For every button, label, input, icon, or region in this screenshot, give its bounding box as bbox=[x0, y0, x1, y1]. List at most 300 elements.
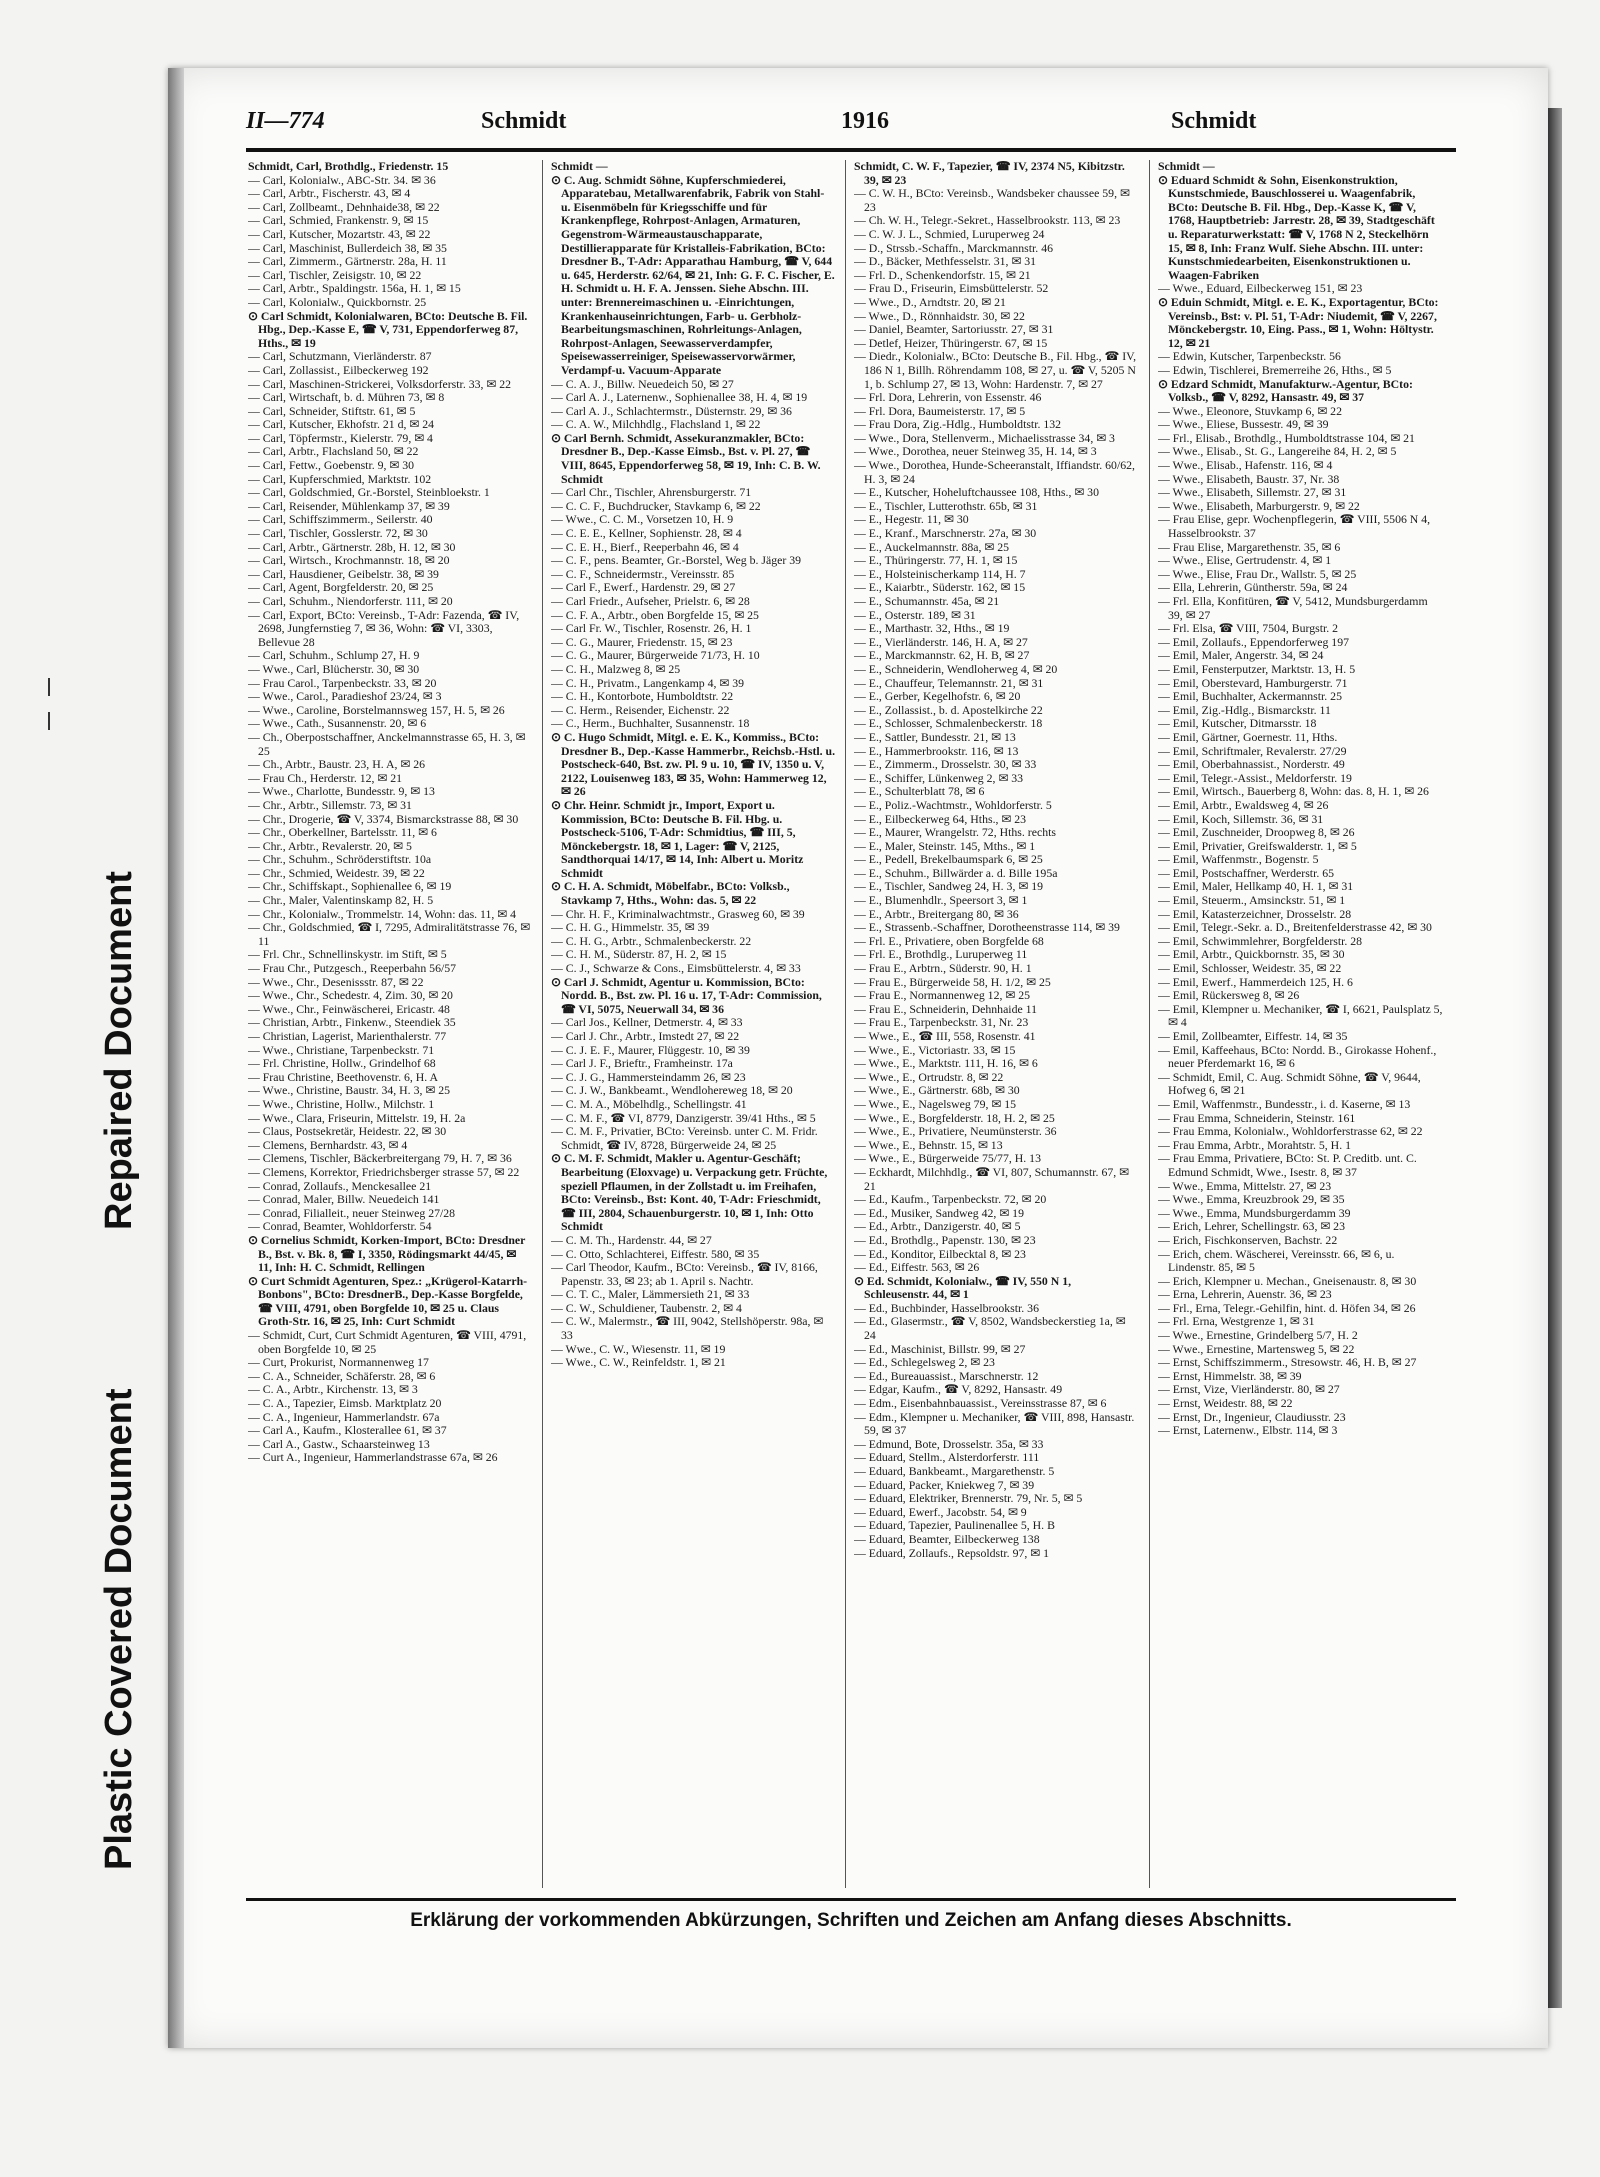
directory-entry: — Wwe., E., Marktstr. 111, H. 16, ✉ 6 bbox=[854, 1056, 1038, 1071]
directory-entry: — Ch. W. H., Telegr.-Sekret., Hasselbrookstr. 113, ✉ 23 bbox=[854, 213, 1121, 228]
directory-entry: — Wwe., Elisab., St. G., Langereihe 84, H. 2, ✉ 5 bbox=[1158, 444, 1397, 459]
directory-entry: — Clemens, Korrektor, Friedrichsberger strasse 57, ✉ 22 bbox=[248, 1164, 520, 1179]
directory-entry: — Ed., Glasermstr., ☎ V, 8502, Wandsbeckerstieg 1a, ✉ 24 bbox=[854, 1314, 1126, 1343]
directory-entry: — E., Maurer, Wrangelstr. 72, Hths. rechts bbox=[854, 825, 1056, 840]
directory-entry: — E., Zollassist., b. d. Apostelkirche 22 bbox=[854, 702, 1043, 717]
directory-entry: — Wwe., Dorothea, Hunde-Scheeranstalt, Iffiandstr. 60/62, H. 3, ✉ 24 bbox=[854, 458, 1135, 486]
directory-entry: ⊙ Carl J. Schmidt, Agentur u. Kommission, BCto: Nordd. B., Bst. zw. Pl. 16 u. 17, T-Adr: Commission, ☎ VI, 5075, Neuerwall 34, ✉ 36 bbox=[551, 974, 822, 1016]
directory-entry: — Ed., Maschinist, Billstr. 99, ✉ 27 bbox=[854, 1341, 1026, 1356]
directory-entry: — Clemens, Bernhardstr. 43, ✉ 4 bbox=[248, 1137, 408, 1152]
directory-entry: — Ernst, Weidestr. 88, ✉ 22 bbox=[1158, 1396, 1293, 1411]
directory-entry: — Chr., Kolonialw., Trommelstr. 14, Wohn: das. 11, ✉ 4 bbox=[248, 906, 517, 921]
directory-entry: — C. F., Schneidermstr., Vereinsstr. 85 bbox=[551, 566, 735, 581]
directory-column-4 bbox=[1158, 160, 1443, 1888]
directory-entry: ⊙ Eduin Schmidt, Mitgl. e. E. K., Exportagentur, BCto: Vereinsb., Bst: v. Pl. 51, T-Adr: Niudemit, ☎ V, 2267, Mönckebergstr. 10, Eing. Pass., ✉ 1, Wohn: Höltystr. 12, ✉ 21 bbox=[1158, 294, 1439, 350]
directory-entry: — Wwe., Elisab., Hafenstr. 116, ✉ 4 bbox=[1158, 458, 1333, 473]
directory-entry: — Chr., Maler, Valentinskamp 82, H. 5 bbox=[248, 893, 434, 908]
directory-entry: — Wwe., Christine, Hollw., Milchstr. 1 bbox=[248, 1096, 435, 1111]
column-head: Schmidt, C. W. F., Tapezier, ☎ IV, 2374 N5, Kibitzstr. 39, ✉ 23 bbox=[854, 160, 1125, 187]
directory-entry: — C. W. J. L., Schmied, Luruperweg 24 bbox=[854, 226, 1045, 241]
directory-entry: — Wwe., Charlotte, Bundesstr. 9, ✉ 13 bbox=[248, 784, 435, 799]
directory-entry: — Wwe., Christiane, Tarpenbeckstr. 71 bbox=[248, 1042, 435, 1057]
directory-entry: — Ch., Arbtr., Baustr. 23, H. A, ✉ 26 bbox=[248, 757, 426, 772]
directory-entry: — Frl. E., Brothdlg., Luruperweg 11 bbox=[854, 947, 1028, 962]
directory-entry: — C. A., Tapezier, Eimsb. Marktplatz 20 bbox=[248, 1396, 442, 1411]
directory-entry: — Carl, Kolonialw., Quickbornstr. 25 bbox=[248, 294, 427, 309]
directory-entry: — Frl. Chr., Schnellinskystr. im Stift, ✉ 5 bbox=[248, 947, 447, 962]
directory-entry: — Carl A., Kaufm., Klosterallee 61, ✉ 37 bbox=[248, 1423, 447, 1438]
directory-entry: — Wwe., Carol., Paradieshof 23/24, ✉ 3 bbox=[248, 689, 442, 704]
directory-entry: — Ernst, Dr., Ingenieur, Claudiusstr. 23 bbox=[1158, 1409, 1346, 1424]
directory-entry: — Carl, Töpfermstr., Kielerstr. 79, ✉ 4 bbox=[248, 430, 433, 445]
directory-entry: — Carl J. F., Brieftr., Framheinstr. 17a bbox=[551, 1056, 733, 1071]
directory-entry: — Frau Carol., Tarpenbeckstr. 33, ✉ 20 bbox=[248, 675, 437, 690]
directory-entry: — C. E. E., Kellner, Sophienstr. 28, ✉ 4 bbox=[551, 526, 742, 541]
directory-entry: — E., Kutscher, Hoheluftchaussee 108, Hths., ✉ 30 bbox=[854, 485, 1099, 500]
directory-entry: — Frl. D., Schenkendorfstr. 15, ✉ 21 bbox=[854, 267, 1031, 282]
directory-entry: — Frau Elise, Margarethenstr. 35, ✉ 6 bbox=[1158, 539, 1341, 554]
directory-entry: — Chr., Goldschmied, ☎ I, 7295, Admiralitätstrasse 76, ✉ 11 bbox=[248, 920, 531, 948]
directory-entry: — C. H., Privatm., Langenkamp 4, ✉ 39 bbox=[551, 675, 745, 690]
directory-entry: — Frau Dora, Zig.-Hdlg., Humboldtstr. 132 bbox=[854, 417, 1062, 432]
directory-entry: — Frau E., Normannenweg 12, ✉ 25 bbox=[854, 988, 1030, 1003]
directory-entry: — Carl, Wirtsch., Krochmannstr. 18, ✉ 20 bbox=[248, 553, 450, 568]
directory-entry: — Ed., Konditor, Eilbecktal 8, ✉ 23 bbox=[854, 1246, 1026, 1261]
directory-entry: — Wwe., Dorothea, neuer Steinweg 35, H. 14, ✉ 3 bbox=[854, 444, 1097, 459]
directory-entry: — Wwe., Elisabeth, Sillemstr. 27, ✉ 31 bbox=[1158, 485, 1347, 500]
directory-entry: — Wwe., Emma, Kreuzbrook 29, ✉ 35 bbox=[1158, 1192, 1345, 1207]
directory-entry: ⊙ C. Hugo Schmidt, Mitgl. e. E. K., Kommiss., BCto: Dresdner B., Dep.-Kasse Hammerbr., Reichsb.-Hstl. u. Postscheck-640, Bst. zw. Pl. 9 u. 10, ☎ IV, 1350 u. V, 2122, Louisenweg 183, ✉ 35, Wohn: Hammerweg 12, ✉ 26 bbox=[551, 729, 836, 799]
directory-entry: — Frl. Elsa, ☎ VIII, 7504, Burgstr. 2 bbox=[1158, 621, 1339, 636]
directory-entry: — Wwe., Eleonore, Stuvkamp 6, ✉ 22 bbox=[1158, 403, 1342, 418]
directory-entry: — Frl. E., Privatiere, oben Borgfelde 68 bbox=[854, 933, 1044, 948]
column-divider bbox=[542, 160, 543, 1888]
directory-entry: — Schmidt, Emil, C. Aug. Schmidt Söhne, ☎ V, 9644, Hofweg 6, ✉ 21 bbox=[1158, 1069, 1421, 1098]
directory-entry: — Frau E., Arbtrn., Süderstr. 90, H. 1 bbox=[854, 961, 1032, 976]
directory-entry: — Frau Elise, gepr. Wochenpflegerin, ☎ VIII, 5506 N 4, Hasselbrookstr. 37 bbox=[1158, 512, 1431, 541]
directory-entry: ⊙ C. Aug. Schmidt Söhne, Kupferschmiederei, Apparatebau, Metallwarenfabrik, Fabrik von Stahl- u. Eisenmöbeln für Kriegsschiffe und für Krankenpflege, Rohrpost-Anlagen, Armaturen, Gegenstrom-Wärmeaustauschapparate, Destillierapparate für Kristalleis-Fabrikation, BCto: Dresdner B., T-Adr: Apparathau Hamburg, ☎ V, 644 u. 645, Herderstr. 62/64, ✉ 21, Inh: G. F. C. Fischer, E. H. Schmidt u. H. F. A. Jenssen. Siehe Abschn. III. unter: Brennereimaschinen u. -Einrichtungen, Krankenhauseinrichtungen, Farb- u. Gerbholz-Bearbeitungsmaschinen, Rohrleitungs-Anlagen, Rohrpost-Anlagen, Seewasserverdampfer, Speisewasserreiniger, Speisewasservorwärmer, Verdampf-u. Vacuum-Apparate bbox=[551, 172, 835, 377]
year-heading: 1916 bbox=[841, 108, 889, 134]
directory-entry: — Claus, Postsekretär, Heidestr. 22, ✉ 30 bbox=[248, 1124, 447, 1139]
directory-entry: — Wwe., E., Ortrudstr. 8, ✉ 22 bbox=[854, 1069, 1004, 1084]
page-header bbox=[246, 106, 1456, 142]
directory-entry: — Frau Emma, Privatiere, BCto: St. P. Creditb. unt. C. Edmund Schmidt, Wwe., Isestr. 8, ✉ 37 bbox=[1158, 1151, 1417, 1179]
directory-entry: — C. Herm., Reisender, Eichenstr. 22 bbox=[551, 702, 730, 717]
directory-entry: — Ed., Eiffestr. 563, ✉ 26 bbox=[854, 1260, 980, 1275]
directory-entry: — Christian, Arbtr., Finkenw., Steendiek 35 bbox=[248, 1015, 456, 1030]
directory-entry: — Carl, Agent, Borgfelderstr. 20, ✉ 25 bbox=[248, 580, 434, 595]
directory-entry: — Carl, Fettw., Goebenstr. 9, ✉ 30 bbox=[248, 458, 415, 473]
directory-entry: — Wwe., E., Gärtnerstr. 68b, ✉ 30 bbox=[854, 1083, 1020, 1098]
directory-entry: — Erich, Lehrer, Schellingstr. 63, ✉ 23 bbox=[1158, 1219, 1345, 1234]
directory-entry: — C. M. F., Privatier, BCto: Vereinsb. unter C. M. Fridr. Schmidt, ☎ IV, 8728, Bürgerweide 24, ✉ 25 bbox=[551, 1124, 818, 1152]
directory-entry: — Emil, Oberbahnassist., Norderstr. 49 bbox=[1158, 757, 1345, 772]
directory-entry: — Frau Chr., Putzgesch., Reeperbahn 56/57 bbox=[248, 961, 457, 976]
directory-entry: — Wwe., C. W., Reinfeldstr. 1, ✉ 21 bbox=[551, 1355, 726, 1370]
directory-entry: — Wwe., Elise, Frau Dr., Wallstr. 5, ✉ 25 bbox=[1158, 566, 1357, 581]
directory-entry: ⊙ Edzard Schmidt, Manufakturw.-Agentur, BCto: Volksb., ☎ V, 8292, Hansastr. 49, ✉ 37 bbox=[1158, 376, 1413, 405]
directory-entry: — E., Schulterblatt 78, ✉ 6 bbox=[854, 784, 985, 799]
directory-entry: ⊙ C. H. A. Schmidt, Möbelfabr., BCto: Volksb., Stavkamp 7, Hths., Wohn: das. 5, ✉ 22 bbox=[551, 879, 790, 908]
repaired-document-label: Repaired Document bbox=[98, 871, 140, 1230]
directory-entry: — C., Herm., Buchhalter, Susannenstr. 18 bbox=[551, 716, 750, 731]
directory-entry: — C. H., Kontorbote, Humboldtstr. 22 bbox=[551, 689, 734, 704]
directory-entry: — C. J. G., Hammersteindamm 26, ✉ 23 bbox=[551, 1069, 746, 1084]
directory-entry: — Carl, Schneider, Stiftstr. 61, ✉ 5 bbox=[248, 403, 416, 418]
directory-entry: — Carl, Goldschmied, Gr.-Borstel, Steinbloekstr. 1 bbox=[248, 485, 490, 500]
directory-entry: — D., Bäcker, Methfesselstr. 31, ✉ 31 bbox=[854, 254, 1037, 269]
directory-entry: — Eduard, Tapezier, Paulinenallee 5, H. B bbox=[854, 1518, 1055, 1533]
directory-entry: — Carl, Tischler, Zeisigstr. 10, ✉ 22 bbox=[248, 267, 422, 282]
directory-entry: — Conrad, Maler, Billw. Neuedeich 141 bbox=[248, 1192, 440, 1207]
column-head: Schmidt — bbox=[1158, 160, 1215, 173]
directory-entry: — E., Arbtr., Breitergang 80, ✉ 36 bbox=[854, 906, 1019, 921]
directory-entry: — Chr., Schmied, Weidestr. 39, ✉ 22 bbox=[248, 865, 425, 880]
directory-entry: ⊙ C. M. F. Schmidt, Makler u. Agentur-Geschäft; Bearbeitung (Eloxvage) u. Verpackung getr. Früchte, speziell Pflaumen, in der Zollstadt u. im Freihafen, BCto: Vereinsb., Bst: Kont. 40, T-Adr: Frieschmidt, ☎ III, 2804, Schauenburgerstr. 10, ✉ 1, Inh: Otto Schmidt bbox=[551, 1151, 828, 1234]
plastic-covered-label: Plastic Covered Document bbox=[98, 1388, 140, 1870]
directory-entry: — Frau Emma, Arbtr., Morahtstr. 5, H. 1 bbox=[1158, 1137, 1351, 1152]
directory-entry: — Frau Ch., Herderstr. 12, ✉ 21 bbox=[248, 770, 403, 785]
running-head-right: Schmidt bbox=[1171, 108, 1257, 134]
directory-entry: — Frau E., Tarpenbeckstr. 31, Nr. 23 bbox=[854, 1015, 1029, 1030]
directory-entry: ⊙ Carl Bernh. Schmidt, Assekuranzmakler, BCto: Dresdner B., Dep.-Kasse Eimsb., Bst. v. Pl. 27, ☎ VIII, 8645, Eppendorferweg 58, ✉ 19, Inh: C. B. W. Schmidt bbox=[551, 430, 821, 486]
directory-entry: — Frl., Erna, Telegr.-Gehilfin, hint. d. Höfen 34, ✉ 26 bbox=[1158, 1300, 1416, 1315]
column-head: Schmidt, Carl, Brothdlg., Friedenstr. 15 bbox=[248, 160, 449, 173]
directory-entry: — Chr. H. F., Kriminalwachtmstr., Grasweg 60, ✉ 39 bbox=[551, 906, 805, 921]
running-head-left: Schmidt bbox=[481, 108, 567, 134]
directory-entry: — Wwe., E., Privatiere, Neumünsterstr. 36 bbox=[854, 1124, 1057, 1139]
directory-entry: — Emil, Gärtner, Goernestr. 11, Hths. bbox=[1158, 729, 1338, 744]
directory-entry: — Wwe., Chr., Schedestr. 4, Zim. 30, ✉ 20 bbox=[248, 988, 453, 1003]
directory-column-1 bbox=[248, 160, 533, 1888]
directory-entry: — E., Strassenb.-Schaffner, Dorotheenstrasse 114, ✉ 39 bbox=[854, 920, 1120, 935]
directory-entry: — Emil, Katasterzeichner, Drosselstr. 28 bbox=[1158, 906, 1352, 921]
directory-entry: — Carl, Export, BCto: Vereinsb., T-Adr: Fazenda, ☎ IV, 2698, Jungfernstieg 7, ✉ 36, Wohn: ☎ VI, 3303, Bellevue 28 bbox=[248, 607, 520, 649]
directory-entry: — C. Otto, Schlachterei, Eiffestr. 580, ✉ 35 bbox=[551, 1246, 760, 1261]
column-divider bbox=[845, 160, 846, 1888]
directory-entry: — Emil, Arbtr., Quickbornstr. 35, ✉ 30 bbox=[1158, 947, 1345, 962]
directory-entry: — Ed., Arbtr., Danzigerstr. 40, ✉ 5 bbox=[854, 1219, 1021, 1234]
header-rule bbox=[246, 148, 1456, 152]
directory-entry: — Emil, Zuschneider, Droopweg 8, ✉ 26 bbox=[1158, 825, 1355, 840]
directory-entry: — E., Vierländerstr. 146, H. A, ✉ 27 bbox=[854, 634, 1028, 649]
directory-entry: — Eduard, Stellm., Alsterdorferstr. 111 bbox=[854, 1450, 1040, 1465]
directory-entry: — D., Strssb.-Schaffn., Marckmannstr. 46 bbox=[854, 240, 1053, 255]
directory-entry: — Wwe., Elisabeth, Marburgerstr. 9, ✉ 22 bbox=[1158, 498, 1360, 513]
directory-entry: — E., Gerber, Kegelhofstr. 6, ✉ 20 bbox=[854, 689, 1021, 704]
directory-entry: — C. A., Arbtr., Kirchenstr. 13, ✉ 3 bbox=[248, 1382, 418, 1397]
directory-entry: — Eduard, Ewerf., Jacobstr. 54, ✉ 9 bbox=[854, 1504, 1027, 1519]
directory-entry: — C. M. F., ☎ VI, 8779, Danzigerstr. 39/41 Hths., ✉ 5 bbox=[551, 1110, 816, 1125]
directory-entry: — E., Holsteinischerkamp 114, H. 7 bbox=[854, 566, 1026, 581]
directory-entry: — Diedr., Kolonialw., BCto: Deutsche B., Fil. Hbg., ☎ IV, 186 N 1, Billh. Röhrendamm 108, ✉ 27, u. ☎ V, 5205 N 1, b. Schlump 27, ✉ 13, Wohn: Hardenstr. 7, ✉ 27 bbox=[854, 349, 1137, 391]
directory-entry: — E., Schneiderin, Wendloherweg 4, ✉ 20 bbox=[854, 661, 1058, 676]
directory-entry: — C. J. W., Bankbeamt., Wendlohereweg 18, ✉ 20 bbox=[551, 1083, 793, 1098]
directory-entry: — E., Osterstr. 189, ✉ 31 bbox=[854, 607, 976, 622]
directory-entry: — Carl F., Ewerf., Hardenstr. 29, ✉ 27 bbox=[551, 580, 736, 595]
directory-entry: — Wwe., Cath., Susannenstr. 20, ✉ 6 bbox=[248, 716, 427, 731]
directory-entry: — Carl, Kolonialw., ABC-Str. 34. ✉ 36 bbox=[248, 172, 436, 187]
directory-entry: — Emil, Steuerm., Amsinckstr. 51, ✉ 1 bbox=[1158, 893, 1346, 908]
directory-entry: — Emil, Schwimmlehrer, Borgfelderstr. 28 bbox=[1158, 933, 1363, 948]
directory-entry: — E., Schuhm., Billwärder a. d. Bille 195a bbox=[854, 865, 1058, 880]
directory-entry: — E., Schiffer, Lünkenweg 2, ✉ 33 bbox=[854, 770, 1024, 785]
directory-entry: — Ed., Kaufm., Tarpenbeckstr. 72, ✉ 20 bbox=[854, 1192, 1047, 1207]
directory-entry: — Wwe., Emma, Mittelstr. 27, ✉ 23 bbox=[1158, 1178, 1332, 1193]
directory-entry: — C. J., Schwarze & Cons., Eimsbüttelerstr. 4, ✉ 33 bbox=[551, 961, 801, 976]
directory-entry: — Ch., Oberpostschaffner, Anckelmannstrasse 65, H. 3, ✉ 25 bbox=[248, 729, 526, 758]
directory-entry: — Wwe., Clara, Friseurin, Mittelstr. 19, H. 2a bbox=[248, 1110, 466, 1125]
directory-entry: — C. A. J., Billw. Neuedeich 50, ✉ 27 bbox=[551, 376, 734, 391]
directory-entry: — Wwe., E., Nagelsweg 79, ✉ 15 bbox=[854, 1096, 1017, 1111]
directory-entry: — Wwe., Chr., Feinwäscherei, Ericastr. 48 bbox=[248, 1001, 450, 1016]
directory-entry: ⊙ Carl Schmidt, Kolonialwaren, BCto: Deutsche B. Fil. Hbg., Dep.-Kasse E, ☎ V, 731, Eppendorferweg 87, Hths., ✉ 19 bbox=[248, 308, 528, 350]
directory-entry: — C. T. C., Maler, Lämmersieth 21, ✉ 33 bbox=[551, 1287, 750, 1302]
directory-entry: — Frau Emma, Kolonialw., Wohldorferstrasse 62, ✉ 22 bbox=[1158, 1124, 1423, 1139]
directory-entry: — C. M. A., Möbelhdlg., Schellingstr. 41 bbox=[551, 1096, 747, 1111]
directory-entry: — Carl, Schiffszimmerm., Seilerstr. 40 bbox=[248, 512, 433, 527]
directory-entry: — Emil, Kutscher, Ditmarsstr. 18 bbox=[1158, 716, 1317, 731]
directory-entry: — Curt, Prokurist, Normannenweg 17 bbox=[248, 1355, 429, 1370]
directory-entry: — Erich, Fischkonserven, Bachstr. 22 bbox=[1158, 1232, 1338, 1247]
directory-entry: — Eduard, Packer, Kniekweg 7, ✉ 39 bbox=[854, 1477, 1035, 1492]
directory-entry: — C. W., Malermstr., ☎ III, 9042, Stellshöperstr. 98a, ✉ 33 bbox=[551, 1314, 824, 1343]
directory-entry: — C. H., Malzweg 8, ✉ 25 bbox=[551, 661, 681, 676]
directory-entry: — C. G., Maurer, Friedenstr. 15, ✉ 23 bbox=[551, 634, 733, 649]
directory-entry: — Conrad, Zollaufs., Menckesallee 21 bbox=[248, 1178, 432, 1193]
directory-entry: — Edmund, Bote, Drosselstr. 35a, ✉ 33 bbox=[854, 1436, 1044, 1451]
directory-entry: — Carl, Arbtr., Flachsland 50, ✉ 22 bbox=[248, 444, 419, 459]
directory-entry: ⊙ Cornelius Schmidt, Korken-Import, BCto: Dresdner B., Bst. v. Bk. 8, ☎ I, 3350, Rödingsmarkt 44/45, ✉ 11, Inh: H. C. Schmidt, Rellingen bbox=[248, 1232, 526, 1275]
directory-entry: — Ed., Musiker, Sandweg 42, ✉ 19 bbox=[854, 1205, 1024, 1220]
directory-entry: — Carl, Schuhm., Niendorferstr. 111, ✉ 20 bbox=[248, 594, 453, 608]
directory-entry: — Carl, Kutscher, Ekhofstr. 21 d, ✉ 24 bbox=[248, 417, 435, 432]
directory-entry: — Emil, Koch, Sillemstr. 36, ✉ 31 bbox=[1158, 811, 1324, 826]
directory-entry: — Emil, Arbtr., Ewaldsweg 4, ✉ 26 bbox=[1158, 797, 1329, 812]
directory-column-3 bbox=[854, 160, 1139, 1888]
directory-entry: — Frau Christine, Beethovenstr. 6, H. A bbox=[248, 1069, 439, 1084]
directory-entry: — Wwe., C. W., Wiesenstr. 11, ✉ 19 bbox=[551, 1341, 726, 1356]
directory-entry: ⊙ Chr. Heinr. Schmidt jr., Import, Export u. Kommission, BCto: Deutsche B. Fil. Hbg. u. Postscheck-5106, T-Adr: Schmidtius, ☎ III, 5, Mönckebergstr. 18, ✉ 1, Lager: ☎ V, 2125, Sandthorquai 14/17, ✉ 14, Inh: Albert u. Moritz Schmidt bbox=[551, 797, 804, 880]
directory-entry: — Emil, Kaffeehaus, BCto: Nordd. B., Girokasse Hohenf., neuer Pferdemarkt 16, ✉ 6 bbox=[1158, 1042, 1437, 1071]
directory-entry: — Emil, Buchhalter, Ackermannstr. 25 bbox=[1158, 689, 1342, 704]
directory-entry: — Chr., Schiffskapt., Sophienallee 6, ✉ 19 bbox=[248, 879, 452, 894]
margin-mark bbox=[48, 712, 50, 730]
directory-entry: — Eduard, Zollaufs., Repsoldstr. 97, ✉ 1 bbox=[854, 1545, 1050, 1560]
directory-entry: — E., Pedell, Brekelbaumspark 6, ✉ 25 bbox=[854, 852, 1043, 867]
directory-entry: — C. C. F., Buchdrucker, Stavkamp 6, ✉ 22 bbox=[551, 498, 761, 513]
directory-entry: — Chr., Arbtr., Revalerstr. 20, ✉ 5 bbox=[248, 838, 412, 853]
directory-entry: — Wwe., Caroline, Borstelmannsweg 157, H. 5, ✉ 26 bbox=[248, 702, 505, 717]
directory-entry: — Carl, Arbtr., Gärtnerstr. 28b, H. 12, ✉ 30 bbox=[248, 539, 456, 554]
directory-entry: — Emil, Zollaufs., Eppendorferweg 197 bbox=[1158, 634, 1349, 649]
directory-entry: — Carl, Tischler, Gosslerstr. 72, ✉ 30 bbox=[248, 526, 428, 541]
directory-entry: — C. W., Schuldiener, Taubenstr. 2, ✉ 4 bbox=[551, 1300, 742, 1315]
directory-entry: — C. E. H., Bierf., Reeperbahn 46, ✉ 4 bbox=[551, 539, 739, 554]
directory-entry: — C. H. M., Süderstr. 87, H. 2, ✉ 15 bbox=[551, 947, 727, 962]
directory-entry: — E., Hegestr. 11, ✉ 30 bbox=[854, 512, 969, 527]
page-edge-shadow bbox=[1548, 108, 1562, 2008]
directory-entry: — Carl J. Chr., Arbtr., Imstedt 27, ✉ 22 bbox=[551, 1029, 740, 1043]
directory-entry: — Wwe., Carl, Blücherstr. 30, ✉ 30 bbox=[248, 661, 420, 676]
directory-entry: — C. G., Maurer, Bürgerweide 71/73, H. 10 bbox=[551, 648, 760, 663]
directory-entry: — Ed., Bureauassist., Marschnerstr. 12 bbox=[854, 1368, 1039, 1383]
directory-entry: — Carl, Kutscher, Mozartstr. 43, ✉ 22 bbox=[248, 226, 431, 241]
directory-entry: — Emil, Oberstevard, Hamburgerstr. 71 bbox=[1158, 675, 1348, 690]
directory-entry: — Emil, Zig.-Hdlg., Bismarckstr. 11 bbox=[1158, 702, 1331, 717]
directory-entry: — Wwe., C. C. M., Vorsetzen 10, H. 9 bbox=[551, 512, 734, 527]
directory-entry: — Carl, Hausdiener, Geibelstr. 38, ✉ 39 bbox=[248, 566, 439, 581]
directory-entry: — E., Hammerbrookstr. 116, ✉ 13 bbox=[854, 743, 1019, 758]
directory-entry: — Frau E., Schneiderin, Dehnhaide 11 bbox=[854, 1001, 1038, 1016]
directory-entry: — Carl A., Gastw., Schaarsteinweg 13 bbox=[248, 1436, 430, 1451]
directory-entry: — Carl, Wirtschaft, b. d. Mühren 73, ✉ 8 bbox=[248, 390, 445, 405]
directory-entry: — Frl., Elisab., Brothdlg., Humboldtstrasse 104, ✉ 21 bbox=[1158, 430, 1415, 445]
directory-entry: — Christian, Lagerist, Marienthalerstr. 77 bbox=[248, 1029, 447, 1043]
directory-entry: — Wwe., Dora, Stellenverm., Michaelisstrasse 34, ✉ 3 bbox=[854, 430, 1115, 445]
directory-entry: — Emil, Maler, Hellkamp 40, H. 1, ✉ 31 bbox=[1158, 879, 1354, 894]
directory-entry: — Edwin, Kutscher, Tarpenbeckstr. 56 bbox=[1158, 349, 1341, 364]
directory-entry: — Wwe., Elise, Gertrudenstr. 4, ✉ 1 bbox=[1158, 553, 1332, 568]
directory-entry: — Schmidt, Curt, Curt Schmidt Agenturen, ☎ VIII, 4791, oben Borgfelde 10, ✉ 25 bbox=[248, 1328, 527, 1356]
directory-entry: — Frl. Ella, Konfitüren, ☎ V, 5412, Mundsburgerdamm 39, ✉ 27 bbox=[1158, 594, 1428, 622]
abbreviation-note: Erklärung der vorkommenden Abkürzungen, Schriften und Zeichen am Anfang dieses Abschnitts. bbox=[410, 1910, 1292, 1931]
directory-entry: — C. A., Schneider, Schäferstr. 28, ✉ 6 bbox=[248, 1368, 436, 1383]
directory-entry: — E., Eilbeckerweg 64, Hths., ✉ 23 bbox=[854, 811, 1027, 826]
directory-entry: — Wwe., Ernestine, Martensweg 5, ✉ 22 bbox=[1158, 1341, 1355, 1356]
directory-entry: — Chr., Drogerie, ☎ V, 3374, Bismarckstrasse 88, ✉ 30 bbox=[248, 811, 519, 826]
directory-entry: — Ernst, Vize, Vierländerstr. 80, ✉ 27 bbox=[1158, 1382, 1340, 1397]
column-head: Schmidt — bbox=[551, 160, 608, 173]
directory-entry: — Emil, Maler, Angerstr. 34, ✉ 24 bbox=[1158, 648, 1324, 663]
directory-entry: — Wwe., E., ☎ III, 558, Rosenstr. 41 bbox=[854, 1029, 1036, 1043]
directory-entry: — Emil, Waffenmstr., Bogenstr. 5 bbox=[1158, 852, 1319, 867]
directory-entry: — Emil, Zollbeamter, Eiffestr. 14, ✉ 35 bbox=[1158, 1029, 1348, 1043]
directory-entry: — C. F. A., Arbtr., oben Borgfelde 15, ✉ 25 bbox=[551, 607, 759, 622]
directory-entry: — Frl. Dora, Baumeisterstr. 17, ✉ 5 bbox=[854, 403, 1026, 418]
directory-entry: — Clemens, Tischler, Bäckerbreitergang 79, H. 7, ✉ 36 bbox=[248, 1151, 512, 1166]
directory-entry: — E., Poliz.-Wachtmstr., Wohldorferstr. 5 bbox=[854, 797, 1052, 812]
directory-entry: ⊙ Ed. Schmidt, Kolonialw., ☎ IV, 550 N 1, Schleusenstr. 44, ✉ 1 bbox=[854, 1273, 1072, 1302]
directory-entry: — Ella, Lehrerin, Güntherstr. 59a, ✉ 24 bbox=[1158, 580, 1348, 595]
directory-entry: — C. A., Ingenieur, Hammerlandstr. 67a bbox=[248, 1409, 440, 1424]
directory-entry: — C. W. H., BCto: Vereinsb., Wandsbeker chaussee 59, ✉ 23 bbox=[854, 186, 1130, 214]
directory-entry: — Conrad, Beamter, Wohldorferstr. 54 bbox=[248, 1219, 432, 1234]
directory-entry: — Eduard, Elektriker, Brennerstr. 79, Nr. 5, ✉ 5 bbox=[854, 1491, 1083, 1506]
column-divider bbox=[1149, 160, 1150, 1888]
directory-entry: — Wwe., Elisabeth, Baustr. 37, Nr. 38 bbox=[1158, 471, 1340, 486]
directory-entry: — Eduard, Beamter, Eilbeckerweg 138 bbox=[854, 1531, 1040, 1546]
directory-entry: — E., Blumenhdlr., Speersort 3, ✉ 1 bbox=[854, 893, 1028, 908]
directory-entry: — E., Chauffeur, Telemannstr. 21, ✉ 31 bbox=[854, 675, 1044, 690]
directory-entry: — E., Schlosser, Schmalenbeckerstr. 18 bbox=[854, 716, 1043, 731]
directory-entry: — Carl, Maschinen-Strickerei, Volksdorferstr. 33, ✉ 22 bbox=[248, 376, 512, 391]
directory-entry: — Curt A., Ingenieur, Hammerlandstrasse 67a, ✉ 26 bbox=[248, 1450, 498, 1465]
directory-entry: — Eduard, Bankbeamt., Margarethenstr. 5 bbox=[854, 1464, 1055, 1478]
directory-entry: — Carl, Zollassist., Eilbeckerweg 192 bbox=[248, 362, 429, 377]
directory-entry: — E., Maler, Steinstr. 145, Mths., ✉ 1 bbox=[854, 838, 1036, 853]
directory-entry: — Wwe., Eliese, Bussestr. 49, ✉ 39 bbox=[1158, 417, 1329, 432]
directory-entry: — Edm., Klempner u. Mechaniker, ☎ VIII, 898, Hansastr. 59, ✉ 37 bbox=[854, 1409, 1135, 1438]
directory-entry: — Ed., Buchbinder, Hasselbrookstr. 36 bbox=[854, 1300, 1039, 1315]
directory-entry: — E., Zimmerm., Drosselstr. 30, ✉ 33 bbox=[854, 757, 1037, 772]
directory-entry: — E., Marckmannstr. 62, H. B, ✉ 27 bbox=[854, 648, 1030, 663]
directory-page bbox=[168, 68, 1548, 2048]
directory-entry: — Carl, Zollbeamt., Dehnhaide38, ✉ 22 bbox=[248, 199, 440, 214]
directory-entry: — E., Kaiarbtr., Süderstr. 162, ✉ 15 bbox=[854, 580, 1026, 595]
directory-entry: — Wwe., E., Borgfelderstr. 18, H. 2, ✉ 25 bbox=[854, 1110, 1055, 1125]
directory-entry: — Edm., Eisenbahnbauassist., Vereinsstrasse 87, ✉ 6 bbox=[854, 1396, 1107, 1411]
directory-entry: — C. F., pens. Beamter, Gr.-Borstel, Weg b. Jäger 39 bbox=[551, 553, 802, 568]
directory-entry: — Carl Friedr., Aufseher, Prielstr. 6, ✉ 28 bbox=[551, 594, 750, 608]
directory-entry: — Carl, Zimmerm., Gärtnerstr. 28a, H. 11 bbox=[248, 254, 447, 269]
directory-entry: — Emil, Fensterputzer, Marktstr. 13, H. 5 bbox=[1158, 661, 1356, 676]
directory-entry: — Frl. Christine, Hollw., Grindelhof 68 bbox=[248, 1056, 436, 1071]
directory-entry: — Carl Fr. W., Tischler, Rosenstr. 26, H. 1 bbox=[551, 621, 752, 636]
directory-entry: — C. A. W., Milchhdlg., Flachsland 1, ✉ 22 bbox=[551, 417, 761, 432]
directory-entry: — Carl A. J., Laternenw., Sophienallee 38, H. 4, ✉ 19 bbox=[551, 390, 808, 405]
directory-entry: — E., Thüringerstr. 77, H. 1, ✉ 15 bbox=[854, 553, 1018, 568]
page-number: II—774 bbox=[246, 108, 325, 134]
directory-entry: — E., Kranf., Marschnerstr. 27a, ✉ 30 bbox=[854, 526, 1037, 541]
directory-entry: — Wwe., Ernestine, Grindelberg 5/7, H. 2 bbox=[1158, 1328, 1358, 1343]
directory-entry: — Wwe., Eduard, Eilbeckerweg 151, ✉ 23 bbox=[1158, 281, 1363, 296]
directory-entry: — Carl, Maschinist, Bullerdeich 38, ✉ 35 bbox=[248, 240, 447, 255]
directory-entry: — Carl, Schuhm., Schlump 27, H. 9 bbox=[248, 648, 420, 663]
directory-entry: — C. M. Th., Hardenstr. 44, ✉ 27 bbox=[551, 1232, 712, 1247]
directory-entry: — Wwe., D., Arndtstr. 20, ✉ 21 bbox=[854, 294, 1006, 309]
directory-entry: — E., Auckelmannstr. 88a, ✉ 25 bbox=[854, 539, 1010, 554]
directory-entry: — Emil, Rückersweg 8, ✉ 26 bbox=[1158, 988, 1300, 1003]
directory-entry: — Ernst, Laternenw., Elbstr. 114, ✉ 3 bbox=[1158, 1423, 1338, 1438]
directory-entry: — Carl, Arbtr., Spaldingstr. 156a, H. 1, ✉ 15 bbox=[248, 281, 461, 296]
directory-entry: — Chr., Arbtr., Sillemstr. 73, ✉ 31 bbox=[248, 797, 412, 812]
directory-entry: — Frau E., Bürgerweide 58, H. 1/2, ✉ 25 bbox=[854, 974, 1051, 989]
directory-entry: — Chr., Oberkellner, Bartelsstr. 11, ✉ 6 bbox=[248, 825, 437, 840]
directory-entry: — Ed., Brothdlg., Papenstr. 130, ✉ 23 bbox=[854, 1232, 1036, 1247]
directory-entry: — Wwe., E., Bürgerweide 75/77, H. 13 bbox=[854, 1151, 1041, 1166]
directory-entry: — E., Marthastr. 32, Hths., ✉ 19 bbox=[854, 621, 1010, 636]
directory-column-2 bbox=[551, 160, 836, 1888]
page-binding-shadow bbox=[168, 68, 184, 2048]
directory-entry: — Carl Theodor, Kaufm., BCto: Vereinsb., ☎ IV, 8166, Papenstr. 33, ✉ 23; ab 1. April s. Nachtr. bbox=[551, 1260, 818, 1288]
directory-entry: — Erich, Klempner u. Mechan., Gneisenaustr. 8, ✉ 30 bbox=[1158, 1273, 1417, 1288]
directory-entry: — Carl A. J., Schlachtermstr., Düsternstr. 29, ✉ 36 bbox=[551, 403, 792, 418]
directory-entry: — Frl. Dora, Lehrerin, von Essenstr. 46 bbox=[854, 390, 1042, 405]
directory-entry: — Emil, Privatier, Greifswalderstr. 1, ✉ 5 bbox=[1158, 838, 1357, 853]
directory-entry: — Emil, Schriftmaler, Revalerstr. 27/29 bbox=[1158, 743, 1347, 758]
directory-entry: — Ernst, Himmelstr. 38, ✉ 39 bbox=[1158, 1368, 1302, 1383]
directory-entry: — Emil, Wirtsch., Bauerberg 8, Wohn: das. 8, H. 1, ✉ 26 bbox=[1158, 784, 1429, 799]
directory-entry: — E., Sattler, Bundesstr. 21, ✉ 13 bbox=[854, 729, 1016, 744]
directory-entry: — Ernst, Schiffszimmerm., Stresowstr. 46, H. B, ✉ 27 bbox=[1158, 1355, 1417, 1370]
directory-entry: — Emil, Telegr.-Assist., Meldorferstr. 19 bbox=[1158, 770, 1352, 785]
directory-entry: — Frau D., Friseurin, Eimsbüttelerstr. 52 bbox=[854, 281, 1049, 296]
directory-entry: — Wwe., E., Victoriastr. 33, ✉ 15 bbox=[854, 1042, 1016, 1057]
directory-entry: — Wwe., D., Rönnhaidstr. 30, ✉ 22 bbox=[854, 308, 1025, 323]
directory-entry: ⊙ Curt Schmidt Agenturen, Spez.: „Krügerol-Katarrh-Bonbons", BCto: DresdnerB., Dep.-Kasse Borgfelde, ☎ VIII, 4791, oben Borgfelde 10, ✉ 25 u. Claus Groth-Str. 16, ✉ 25, Inh: Curt Schmidt bbox=[248, 1273, 528, 1329]
directory-entry: — Eckhardt, Milchhdlg., ☎ VI, 807, Schumannstr. 67, ✉ 21 bbox=[854, 1164, 1130, 1193]
directory-entry: — Carl, Kupferschmied, Marktstr. 102 bbox=[248, 471, 432, 486]
directory-entry: — Emil, Waffenmstr., Bundesstr., i. d. Kaserne, ✉ 13 bbox=[1158, 1096, 1411, 1111]
directory-entry: — C. H. G., Himmelstr. 35, ✉ 39 bbox=[551, 920, 710, 935]
directory-entry: — Edwin, Tischlerei, Bremerreihe 26, Hths., ✉ 5 bbox=[1158, 362, 1392, 377]
directory-entry: — Daniel, Beamter, Sartoriusstr. 27, ✉ 31 bbox=[854, 322, 1054, 337]
directory-entry: — Emil, Postschaffner, Werderstr. 65 bbox=[1158, 865, 1335, 880]
directory-entry: — C. J. E. F., Maurer, Flüggestr. 10, ✉ 39 bbox=[551, 1042, 750, 1057]
directory-entry: — Conrad, Filialleit., neuer Steinweg 27/28 bbox=[248, 1205, 456, 1220]
directory-entry: — C. H. G., Arbtr., Schmalenbeckerstr. 22 bbox=[551, 933, 752, 948]
